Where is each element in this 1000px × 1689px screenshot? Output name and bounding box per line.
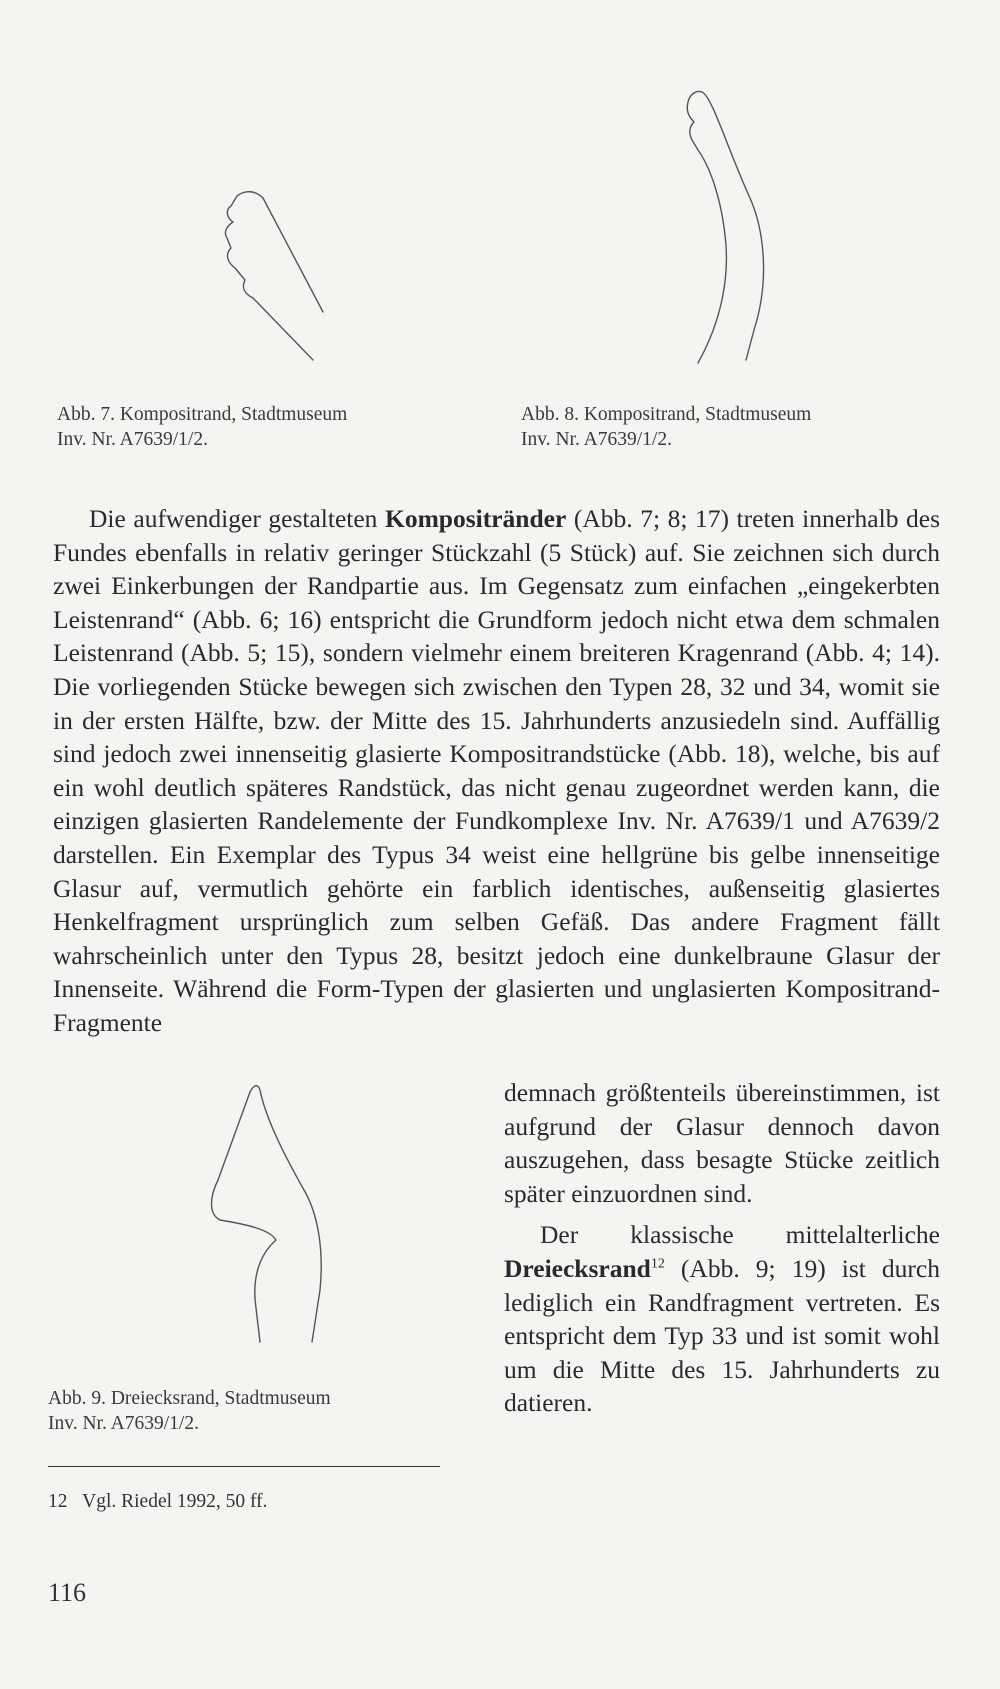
paragraph-1-intro: Die aufwendiger gestalteten xyxy=(89,504,385,533)
caption-abb8-line1: Abb. 8. Kompositrand, Stadtmuseum xyxy=(521,404,812,425)
caption-abb7 xyxy=(57,402,347,452)
kompositrand-profile-8 xyxy=(670,80,780,370)
footnote-reference-12[interactable]: 12 xyxy=(650,1256,665,1272)
term-dreiecksrand: Dreiecksrand xyxy=(504,1253,651,1283)
paragraph-kompositraender xyxy=(53,502,940,1073)
paragraph-2-intro: Der klassische mittelalterliche xyxy=(540,1220,940,1250)
figure-abb7-drawing xyxy=(215,180,355,370)
footnote-text: Vgl. Riedel 1992, 50 ff. xyxy=(82,1491,268,1512)
footnote-12 xyxy=(48,1490,268,1514)
paragraph-1-wide xyxy=(53,502,940,1040)
caption-abb8 xyxy=(521,402,811,452)
paragraph-2-text: (Abb. 9; 19) ist durch lediglich ein Randfragment vertreten. Es entspricht dem Typ 33 und ist somit wohl um die Mitte des 15. Jahrhunderts zu datieren. xyxy=(504,1253,940,1418)
caption-abb9-line1: Abb. 9. Dreiecksrand, Stadtmuseum xyxy=(48,1388,331,1409)
caption-abb8-line2: Inv. Nr. A7639/1/2. xyxy=(521,429,672,450)
caption-abb7-line1: Abb. 7. Kompositrand, Stadtmuseum xyxy=(57,404,348,425)
kompositrand-profile-7 xyxy=(215,180,355,370)
caption-abb9-line2: Inv. Nr. A7639/1/2. xyxy=(48,1413,199,1434)
dreiecksrand-profile-9 xyxy=(200,1080,340,1350)
footnote-divider xyxy=(48,1466,440,1467)
caption-abb9 xyxy=(48,1386,331,1436)
paragraph-narrow-column xyxy=(504,1076,940,1450)
figure-abb8-drawing xyxy=(670,80,780,370)
paragraph-1-continuation: demnach größtenteils übereinstimmen, ist aufgrund der Glasur dennoch davon auszugehen, dass besagte Stücke zeitlich später einzuordnen sind. xyxy=(504,1078,940,1208)
footnote-number: 12 xyxy=(48,1491,68,1512)
paragraph-1-text: (Abb. 7; 8; 17) treten innerhalb des Fundes ebenfalls in relativ geringer Stückzahl (5 Stück) auf. Sie zeichnen sich durch zwei Einkerbungen der Randpartie aus. Im Gegensatz zum einfachen „eingekerbten Leistenrand“ (Abb. 6; 16) entspricht die Grundform jedoch nicht etwa dem schmalen Leistenrand (Abb. 5; 15), sondern vielmehr einem breiteren Kragenrand (Abb. 4; 14). Die vorliegenden Stücke bewegen sich zwischen den Typen 28, 32 und 34, womit sie in der ersten Hälfte, bzw. der Mitte des 15. Jahrhunderts anzusiedeln sind. Auffällig sind jedoch zwei innenseitig glasierte Kompositrandstücke (Abb. 18), welche, bis auf ein wohl deutlich späteres Randstück, das nicht genau zugeordnet werden kann, die einzigen glasierten Randelemente der Fundkomplexe Inv. Nr. A7639/1 und A7639/2 darstellen. Ein Exemplar des Typus 34 weist eine hellgrüne bis gelbe innenseitige Glasur auf, vermutlich gehörte ein farblich identisches, außenseitig glasiertes Henkelfragment ursprünglich zum selben Gefäß. Das andere Fragment fällt wahrscheinlich unter den Typus 28, besitzt jedoch eine dunkelbraune Glasur der Innenseite. Während die Form-Typen der glasierten und unglasierten Kompositrand-Fragmente xyxy=(53,504,940,1037)
caption-abb7-line2: Inv. Nr. A7639/1/2. xyxy=(57,429,208,450)
paragraph-2-dreiecksrand xyxy=(504,1218,940,1420)
figure-abb9-drawing xyxy=(200,1080,340,1350)
term-kompositraender: Kompositränder xyxy=(384,504,567,533)
page-number: 116 xyxy=(48,1578,87,1607)
